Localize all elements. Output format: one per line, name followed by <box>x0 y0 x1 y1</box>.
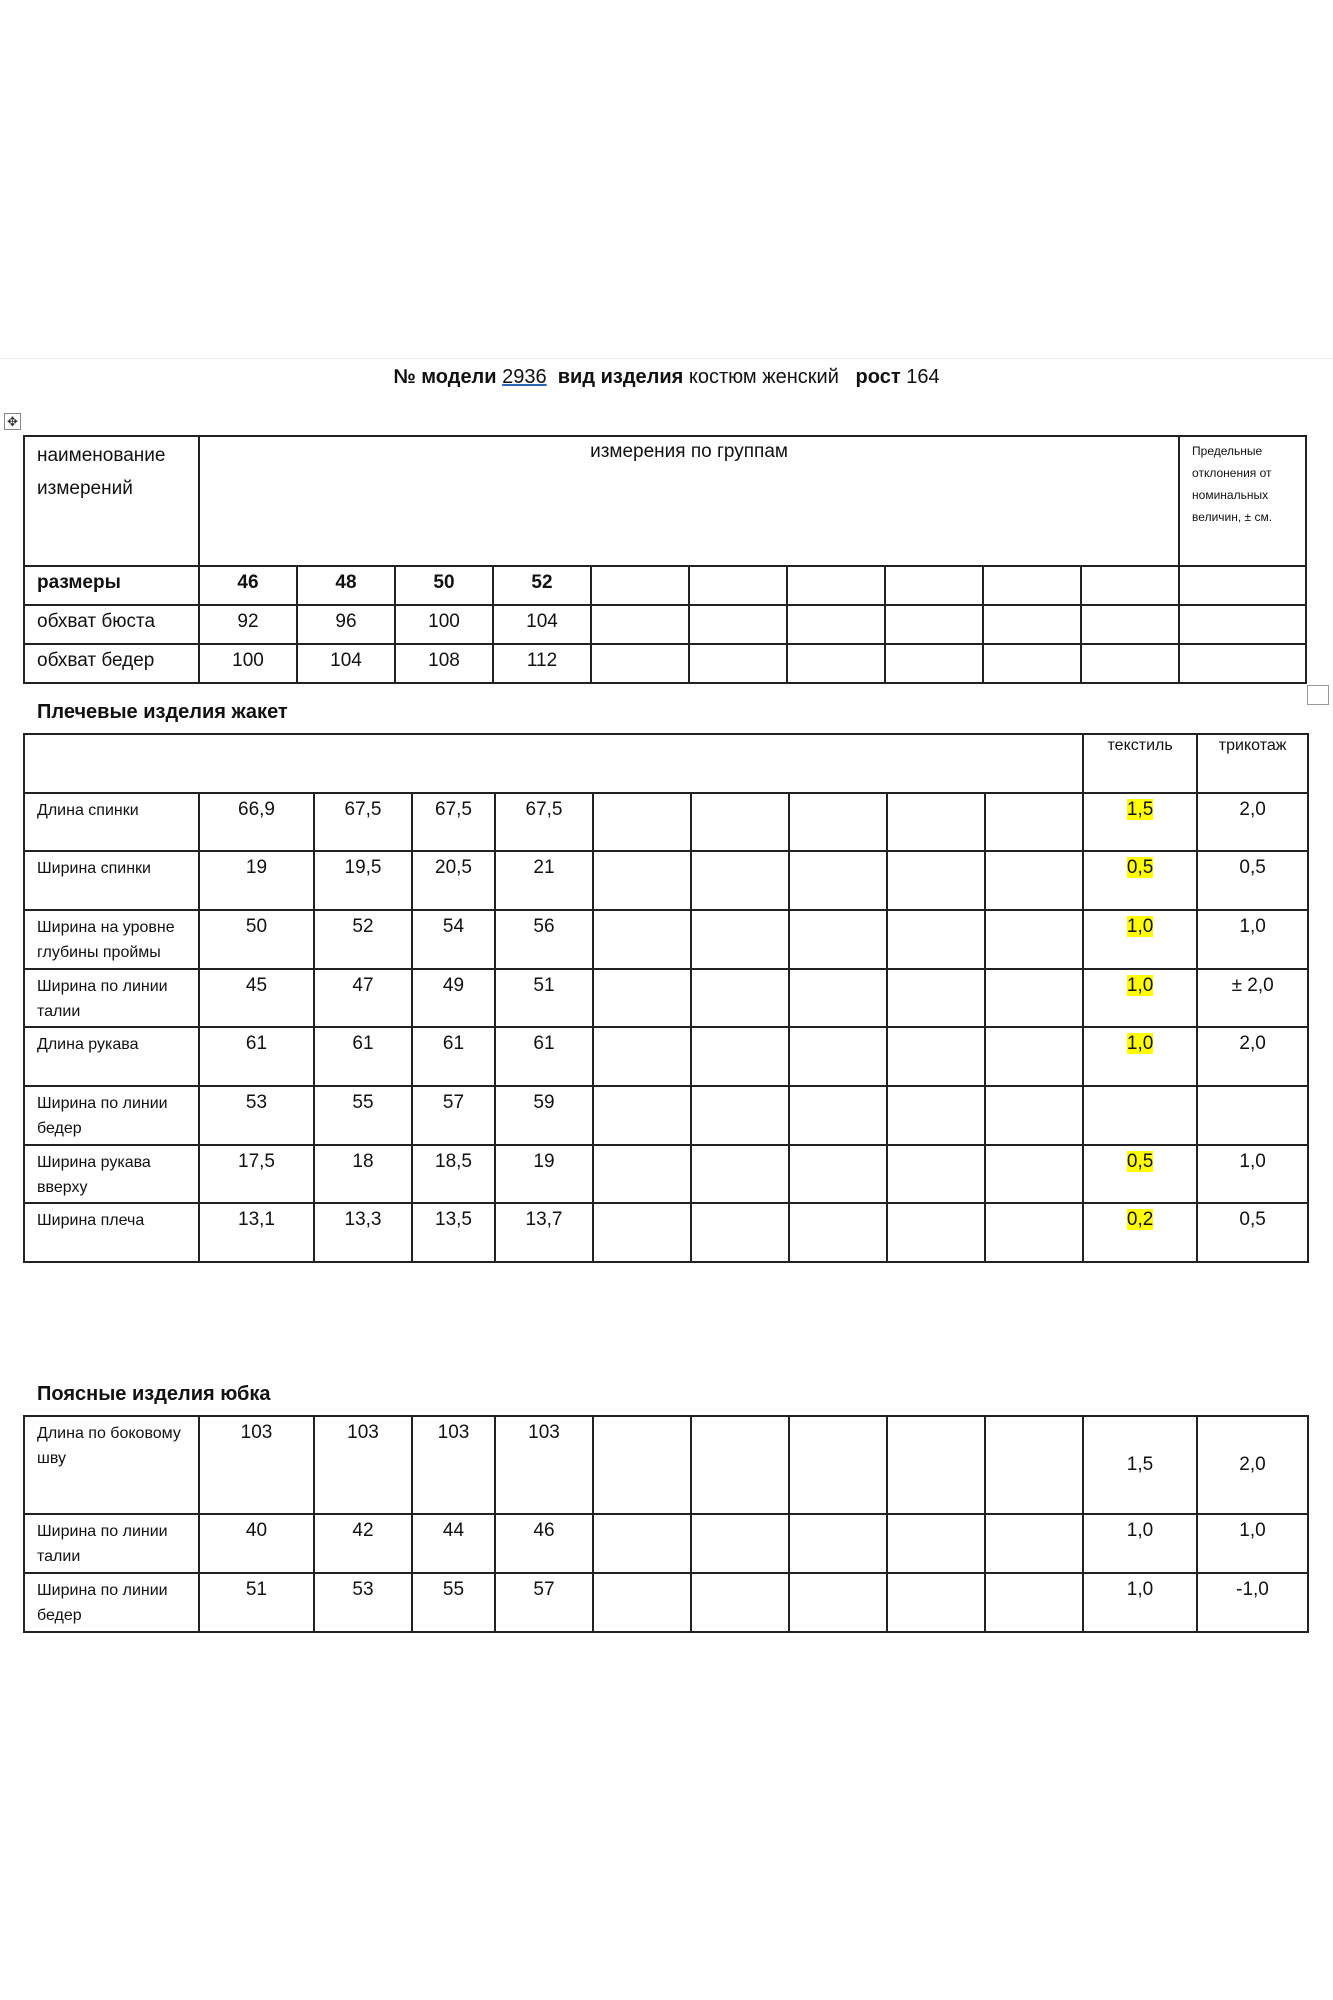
textile-tolerance <box>1083 793 1197 851</box>
empty-cell <box>691 851 789 910</box>
textile-header: текстиль <box>1083 734 1197 793</box>
cell-value: 21 <box>495 851 593 910</box>
knit-tolerance: 1,0 <box>1197 1514 1308 1573</box>
textile-value: 1,0 <box>1126 1033 1154 1054</box>
textile-tolerance <box>1083 1027 1197 1086</box>
table-row <box>24 1514 1308 1573</box>
empty-cell <box>789 969 887 1027</box>
empty-cell <box>887 910 985 969</box>
table-row <box>24 566 1306 605</box>
knit-tolerance: 2,0 <box>1197 1416 1308 1514</box>
empty-cell <box>887 1416 985 1514</box>
knit-tolerance: 0,5 <box>1197 1203 1308 1262</box>
empty-cell <box>789 1086 887 1145</box>
textile-value: 1,0 <box>1126 916 1154 937</box>
empty-cell <box>691 1514 789 1573</box>
cell-value: 100 <box>395 605 493 644</box>
document-title <box>0 366 1333 389</box>
textile-tolerance <box>1083 1145 1197 1203</box>
knit-tolerance: -1,0 <box>1197 1573 1308 1632</box>
empty-cell <box>1179 644 1306 683</box>
groups-header: измерения по группам <box>199 436 1179 566</box>
cell-value: 103 <box>314 1416 412 1514</box>
cell-value: 45 <box>199 969 314 1027</box>
cell-value: 13,3 <box>314 1203 412 1262</box>
empty-cell <box>691 969 789 1027</box>
table-row <box>24 1027 1308 1086</box>
empty-cell <box>887 1573 985 1632</box>
empty-cell <box>887 1086 985 1145</box>
row-label: Ширина по линии талии <box>24 1514 199 1573</box>
cell-value: 57 <box>412 1086 495 1145</box>
empty-cell <box>593 1086 691 1145</box>
row-label: Ширина рукава вверху <box>24 1145 199 1203</box>
empty-cell <box>787 644 885 683</box>
jacket-header-row <box>24 734 1308 793</box>
row-label: Ширина плеча <box>24 1203 199 1262</box>
empty-cell <box>591 644 689 683</box>
size-table-header-row <box>24 436 1306 566</box>
name-header: наименование измерений <box>24 436 199 566</box>
skirt-table <box>23 1415 1309 1633</box>
textile-tolerance <box>1083 851 1197 910</box>
cell-value: 18 <box>314 1145 412 1203</box>
empty-cell <box>593 1416 691 1514</box>
knit-tolerance <box>1197 1086 1308 1145</box>
empty-cell <box>985 969 1083 1027</box>
cell-value: 67,5 <box>314 793 412 851</box>
row-label: Ширина по линии бедер <box>24 1573 199 1632</box>
cell-value: 104 <box>297 644 395 683</box>
empty-cell <box>789 1514 887 1573</box>
empty-cell <box>1179 566 1306 605</box>
cell-value: 61 <box>495 1027 593 1086</box>
empty-cell <box>985 1416 1083 1514</box>
empty-cell <box>887 1145 985 1203</box>
empty-cell <box>691 1416 789 1514</box>
textile-value: 1,0 <box>1126 1579 1154 1600</box>
cell-value: 104 <box>493 605 591 644</box>
empty-cell <box>691 1086 789 1145</box>
row-label: обхват бедер <box>24 644 199 683</box>
textile-tolerance <box>1083 1086 1197 1145</box>
cell-value: 46 <box>199 566 297 605</box>
empty-cell <box>789 1416 887 1514</box>
empty-cell <box>985 1514 1083 1573</box>
cell-value: 66,9 <box>199 793 314 851</box>
cell-value: 19 <box>199 851 314 910</box>
table-row <box>24 793 1308 851</box>
table-row <box>24 1203 1308 1262</box>
textile-tolerance <box>1083 1573 1197 1632</box>
cell-value: 50 <box>199 910 314 969</box>
row-label: обхват бюста <box>24 605 199 644</box>
textile-value: 1,5 <box>1126 799 1154 820</box>
jacket-body <box>24 793 1308 1262</box>
jacket-table <box>23 733 1309 1263</box>
table-row <box>24 1145 1308 1203</box>
empty-cell <box>593 851 691 910</box>
cell-value: 50 <box>395 566 493 605</box>
row-label: Длина рукава <box>24 1027 199 1086</box>
skirt-section-title: Поясные изделия юбка <box>37 1383 271 1405</box>
empty-cell <box>689 566 787 605</box>
empty-cell <box>1081 566 1179 605</box>
cell-value: 103 <box>412 1416 495 1514</box>
cell-value: 61 <box>412 1027 495 1086</box>
textile-tolerance <box>1083 1514 1197 1573</box>
empty-cell <box>789 910 887 969</box>
table-row <box>24 644 1306 683</box>
model-number: 2936 <box>502 366 547 388</box>
empty-cell <box>691 1203 789 1262</box>
knit-tolerance: 2,0 <box>1197 1027 1308 1086</box>
textile-value: 1,0 <box>1126 975 1154 996</box>
empty-cell <box>789 1573 887 1632</box>
cell-value: 57 <box>495 1573 593 1632</box>
textile-tolerance <box>1083 910 1197 969</box>
table-resize-handle[interactable] <box>1307 685 1329 705</box>
empty-cell <box>983 605 1081 644</box>
textile-tolerance <box>1083 969 1197 1027</box>
cell-value: 100 <box>199 644 297 683</box>
cell-value: 55 <box>314 1086 412 1145</box>
size-table <box>23 435 1307 684</box>
cell-value: 40 <box>199 1514 314 1573</box>
empty-cell <box>691 1145 789 1203</box>
empty-cell <box>789 1145 887 1203</box>
empty-cell <box>591 566 689 605</box>
height-label: рост <box>855 366 901 388</box>
empty-cell <box>691 793 789 851</box>
table-move-icon[interactable]: ✥ <box>4 413 21 430</box>
empty-cell <box>689 644 787 683</box>
cell-value: 103 <box>199 1416 314 1514</box>
empty-cell <box>789 1027 887 1086</box>
height-value: 164 <box>906 366 940 388</box>
table-row <box>24 1573 1308 1632</box>
cell-value: 18,5 <box>412 1145 495 1203</box>
textile-value: 1,5 <box>1126 1454 1154 1475</box>
empty-cell <box>591 605 689 644</box>
row-label: Ширина по линии бедер <box>24 1086 199 1145</box>
empty-cell <box>985 1027 1083 1086</box>
empty-cell <box>985 1573 1083 1632</box>
cell-value: 52 <box>314 910 412 969</box>
empty-cell <box>885 566 983 605</box>
knit-tolerance: 0,5 <box>1197 851 1308 910</box>
knit-header: трикотаж <box>1197 734 1308 793</box>
cell-value: 103 <box>495 1416 593 1514</box>
textile-value: 0,2 <box>1126 1209 1154 1230</box>
empty-cell <box>985 910 1083 969</box>
knit-tolerance: 2,0 <box>1197 793 1308 851</box>
row-label: Длина по боковому шву <box>24 1416 199 1514</box>
cell-value: 55 <box>412 1573 495 1632</box>
cell-value: 108 <box>395 644 493 683</box>
empty-cell <box>593 1027 691 1086</box>
cell-value: 42 <box>314 1514 412 1573</box>
empty-cell <box>593 1203 691 1262</box>
empty-cell <box>885 605 983 644</box>
cell-value: 52 <box>493 566 591 605</box>
knit-tolerance: 1,0 <box>1197 1145 1308 1203</box>
table-row <box>24 1416 1308 1514</box>
empty-cell <box>887 1203 985 1262</box>
model-label: № модели <box>393 366 497 388</box>
empty-header-cell <box>24 734 1083 793</box>
row-label: размеры <box>24 566 199 605</box>
empty-cell <box>1081 644 1179 683</box>
deviation-header: Предельные отклонения от номинальных величин, ± см. <box>1179 436 1306 566</box>
empty-cell <box>887 1514 985 1573</box>
empty-cell <box>887 1027 985 1086</box>
cell-value: 44 <box>412 1514 495 1573</box>
cell-value: 13,7 <box>495 1203 593 1262</box>
cell-value: 13,1 <box>199 1203 314 1262</box>
row-label: Ширина на уровне глубины проймы <box>24 910 199 969</box>
cell-value: 51 <box>495 969 593 1027</box>
empty-cell <box>691 1573 789 1632</box>
cell-value: 46 <box>495 1514 593 1573</box>
knit-tolerance: ± 2,0 <box>1197 969 1308 1027</box>
empty-cell <box>691 910 789 969</box>
empty-cell <box>789 793 887 851</box>
cell-value: 92 <box>199 605 297 644</box>
cell-value: 51 <box>199 1573 314 1632</box>
cell-value: 49 <box>412 969 495 1027</box>
table-row <box>24 910 1308 969</box>
cell-value: 19,5 <box>314 851 412 910</box>
empty-cell <box>985 793 1083 851</box>
cell-value: 59 <box>495 1086 593 1145</box>
table-row <box>24 605 1306 644</box>
empty-cell <box>985 1203 1083 1262</box>
empty-cell <box>787 605 885 644</box>
empty-cell <box>593 1573 691 1632</box>
cell-value: 67,5 <box>495 793 593 851</box>
cell-value: 53 <box>314 1573 412 1632</box>
table-row <box>24 969 1308 1027</box>
cell-value: 56 <box>495 910 593 969</box>
empty-cell <box>593 1514 691 1573</box>
textile-tolerance <box>1083 1203 1197 1262</box>
cell-value: 20,5 <box>412 851 495 910</box>
textile-value: 0,5 <box>1126 1151 1154 1172</box>
empty-cell <box>593 969 691 1027</box>
empty-cell <box>985 851 1083 910</box>
empty-cell <box>593 793 691 851</box>
empty-cell <box>787 566 885 605</box>
empty-cell <box>789 851 887 910</box>
empty-cell <box>885 644 983 683</box>
cell-value: 112 <box>493 644 591 683</box>
row-label: Длина спинки <box>24 793 199 851</box>
page-separator <box>0 358 1333 359</box>
empty-cell <box>1179 605 1306 644</box>
empty-cell <box>985 1086 1083 1145</box>
empty-cell <box>691 1027 789 1086</box>
row-label: Ширина по линии талии <box>24 969 199 1027</box>
empty-cell <box>1081 605 1179 644</box>
type-label: вид изделия <box>557 366 684 388</box>
cell-value: 61 <box>199 1027 314 1086</box>
empty-cell <box>983 644 1081 683</box>
textile-value: 0,5 <box>1126 857 1154 878</box>
cell-value: 19 <box>495 1145 593 1203</box>
empty-cell <box>593 1145 691 1203</box>
skirt-body <box>24 1416 1308 1632</box>
cell-value: 47 <box>314 969 412 1027</box>
cell-value: 17,5 <box>199 1145 314 1203</box>
empty-cell <box>689 605 787 644</box>
table-row <box>24 1086 1308 1145</box>
textile-value: 1,0 <box>1126 1520 1154 1541</box>
empty-cell <box>983 566 1081 605</box>
cell-value: 61 <box>314 1027 412 1086</box>
jacket-section-title: Плечевые изделия жакет <box>37 701 288 723</box>
empty-cell <box>887 793 985 851</box>
cell-value: 96 <box>297 605 395 644</box>
table-row <box>24 851 1308 910</box>
knit-tolerance: 1,0 <box>1197 910 1308 969</box>
cell-value: 13,5 <box>412 1203 495 1262</box>
empty-cell <box>887 969 985 1027</box>
empty-cell <box>593 910 691 969</box>
cell-value: 67,5 <box>412 793 495 851</box>
cell-value: 48 <box>297 566 395 605</box>
textile-tolerance <box>1083 1416 1197 1514</box>
cell-value: 54 <box>412 910 495 969</box>
type-value: костюм женский <box>688 366 839 388</box>
empty-cell <box>887 851 985 910</box>
empty-cell <box>985 1145 1083 1203</box>
row-label: Ширина спинки <box>24 851 199 910</box>
empty-cell <box>789 1203 887 1262</box>
cell-value: 53 <box>199 1086 314 1145</box>
